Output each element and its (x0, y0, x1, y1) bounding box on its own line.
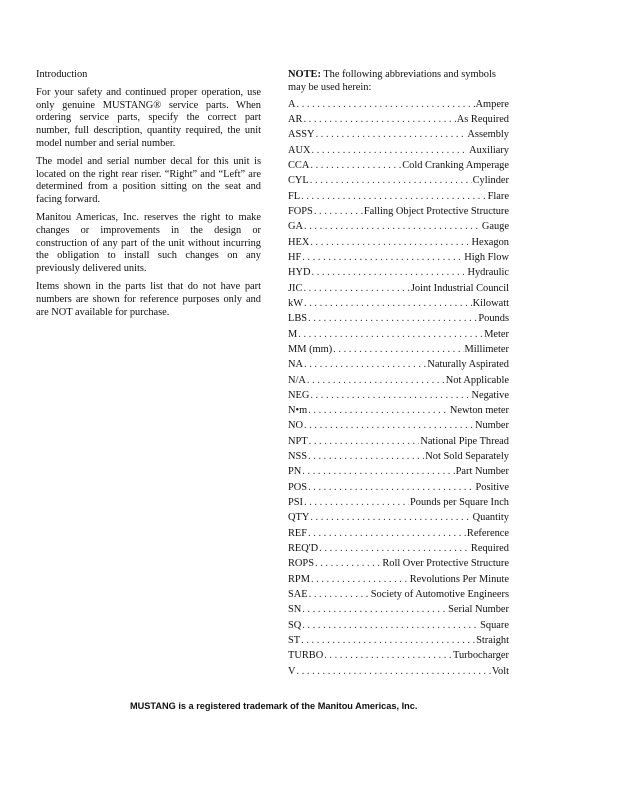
abbreviation-term: CYL (288, 175, 309, 187)
abbreviation-meaning: Volt (491, 665, 509, 677)
abbreviation-row (288, 541, 509, 556)
abbreviation-meaning: Assembly (467, 129, 509, 141)
abbreviation-meaning: Millimeter (464, 343, 509, 355)
dot-leader (308, 526, 466, 541)
abbreviation-term: N/A (288, 374, 306, 386)
abbreviation-meaning: Ampere (475, 98, 509, 110)
dot-leader (298, 327, 483, 342)
abbreviation-term: NO (288, 420, 304, 432)
dot-leader (304, 219, 481, 234)
abbreviation-meaning: Pounds (478, 313, 509, 325)
dot-leader (324, 648, 452, 663)
dot-leader (333, 342, 463, 357)
intro-paragraph-safety: For your safety and continued proper operation, use only genuine MUSTANG® service parts. When ordering service parts, specify the correct part number, full description, quantity required, the unit model number and serial number. (36, 86, 261, 149)
abbreviation-row (288, 327, 509, 342)
abbreviation-term: REF (288, 527, 308, 539)
abbreviation-term: NPT (288, 435, 308, 447)
abbreviation-row (288, 633, 509, 648)
abbreviation-meaning: Required (470, 543, 509, 555)
dot-leader (302, 250, 463, 265)
abbreviation-term: NSS (288, 451, 308, 463)
note-text: The following abbreviations and symbols may be used herein: (288, 69, 496, 93)
abbreviation-meaning: High Flow (464, 251, 509, 263)
abbreviation-row (288, 418, 509, 433)
abbreviation-meaning: Straight (476, 635, 509, 647)
abbreviation-row (288, 143, 509, 158)
dot-leader (308, 311, 477, 326)
abbreviation-row (288, 449, 509, 464)
abbreviation-row (288, 265, 509, 280)
abbreviation-term: SN (288, 604, 302, 616)
abbreviation-row (288, 572, 509, 587)
dot-leader (308, 449, 424, 464)
dot-leader (312, 265, 467, 280)
abbreviation-row (288, 296, 509, 311)
abbreviation-meaning: Gauge (481, 221, 509, 233)
abbreviation-meaning: Positive (475, 481, 509, 493)
abbreviation-meaning: Auxiliary (469, 144, 509, 156)
abbreviation-term: NA (288, 359, 304, 371)
dot-leader (302, 602, 447, 617)
abbreviation-row (288, 158, 509, 173)
abbreviation-row (288, 112, 509, 127)
dot-leader (310, 173, 472, 188)
dot-leader (310, 235, 470, 250)
dot-leader (301, 633, 475, 648)
dot-leader (309, 587, 370, 602)
abbreviation-term: ST (288, 635, 301, 647)
abbreviation-meaning: Falling Object Protective Structure (363, 205, 509, 217)
abbreviation-term: A (288, 98, 296, 110)
abbreviation-meaning: Joint Industrial Council (410, 282, 509, 294)
intro-paragraph-serial-decal: The model and serial number decal for this unit is located on the right rear riser. “Right” and “Left” are determined from a position sitting on the seat and facing forward. (36, 155, 261, 206)
abbreviation-term: FOPS (288, 205, 313, 217)
abbreviation-meaning: Part Number (455, 466, 509, 478)
abbreviation-meaning: Flare (487, 190, 509, 202)
dot-leader (308, 403, 449, 418)
abbreviation-term: NEG (288, 389, 310, 401)
abbreviation-term: PN (288, 466, 302, 478)
abbreviation-term: ROPS (288, 558, 314, 570)
intro-paragraph-design-changes: Manitou Americas, Inc. reserves the right to make changes or improvements in the design or construction of any part of the unit without incurring the obligation to install such changes on any previously delivered units. (36, 211, 261, 275)
abbreviation-row (288, 526, 509, 541)
abbreviation-term: REQ'D (288, 543, 319, 555)
abbreviation-row (288, 250, 509, 265)
abbreviation-term: LBS (288, 313, 308, 325)
abbreviation-meaning: Quantity (472, 512, 509, 524)
dot-leader (304, 418, 474, 433)
dot-leader (304, 495, 409, 510)
abbreviation-row (288, 664, 509, 679)
abbreviation-meaning: Cylinder (472, 175, 509, 187)
abbreviation-meaning: Number (474, 420, 509, 432)
abbreviation-term: PSI (288, 497, 304, 509)
abbreviation-row (288, 373, 509, 388)
trademark-notice: MUSTANG is a registered trademark of the Manitou Americas, Inc. (130, 701, 418, 711)
abbreviation-term: V (288, 665, 296, 677)
abbreviation-meaning: Roll Over Protective Structure (382, 558, 509, 570)
abbreviation-row (288, 219, 509, 234)
dot-leader (315, 556, 381, 571)
abbreviation-term: POS (288, 481, 308, 493)
abbreviation-row (288, 403, 509, 418)
abbreviation-meaning: Pounds per Square Inch (410, 497, 509, 509)
abbreviation-row (288, 464, 509, 479)
trademark-footer (0, 701, 619, 711)
abbreviation-row (288, 556, 509, 571)
abbreviation-meaning: Newton meter (449, 405, 509, 417)
dot-leader (302, 618, 479, 633)
abbreviation-meaning: Naturally Aspirated (427, 359, 509, 371)
dot-leader (304, 357, 426, 372)
abbreviation-row (288, 618, 509, 633)
abbreviation-term: N•m (288, 405, 308, 417)
abbreviation-term: kW (288, 297, 304, 309)
abbreviation-row (288, 127, 509, 142)
abbreviation-term: SAE (288, 589, 308, 601)
abbreviation-term: SQ (288, 619, 302, 631)
abbreviation-term: M (288, 328, 298, 340)
dot-leader (310, 388, 470, 403)
abbreviation-row (288, 388, 509, 403)
abbreviation-row (288, 602, 509, 617)
intro-paragraph-reference-items: Items shown in the parts list that do not have part numbers are shown for reference purposes only and are NOT available for purchase. (36, 280, 261, 318)
dot-leader (311, 572, 409, 587)
abbreviation-meaning: As Required (456, 113, 509, 125)
abbreviation-row (288, 97, 509, 112)
abbreviation-meaning: Serial Number (448, 604, 509, 616)
abbreviation-term: AUX (288, 144, 311, 156)
abbreviation-row (288, 510, 509, 525)
abbreviation-term: GA (288, 221, 304, 233)
abbreviation-meaning: Not Sold Separately (425, 451, 509, 463)
abbreviation-row (288, 189, 509, 204)
abbreviation-term: FL (288, 190, 301, 202)
dot-leader (309, 434, 420, 449)
abbreviation-term: AR (288, 113, 303, 125)
abbreviation-row (288, 434, 509, 449)
dot-leader (301, 189, 487, 204)
abbreviations-note (288, 69, 509, 95)
abbreviation-meaning: Hydraulic (467, 267, 509, 279)
dot-leader (308, 480, 474, 495)
abbreviation-meaning: Meter (484, 328, 509, 340)
abbreviation-row (288, 342, 509, 357)
abbreviation-row (288, 648, 509, 663)
abbreviations-list (288, 97, 509, 679)
abbreviation-term: CCA (288, 159, 310, 171)
abbreviation-meaning: Society of Automotive Engineers (370, 589, 509, 601)
abbreviation-meaning: Revolutions Per Minute (409, 573, 509, 585)
abbreviation-term: MM (mm) (288, 343, 333, 355)
abbreviation-term: HEX (288, 236, 310, 248)
abbreviation-row (288, 173, 509, 188)
abbreviations-section (288, 69, 509, 679)
introduction-heading: Introduction (36, 69, 88, 80)
dot-leader (310, 510, 471, 525)
abbreviation-term: HYD (288, 267, 311, 279)
dot-leader (314, 204, 363, 219)
dot-leader (297, 664, 491, 679)
abbreviation-row (288, 235, 509, 250)
dot-leader (303, 281, 409, 296)
abbreviation-row (288, 311, 509, 326)
abbreviation-term: HF (288, 251, 302, 263)
abbreviation-term: JIC (288, 282, 303, 294)
abbreviation-term: QTY (288, 512, 310, 524)
introduction-section (36, 69, 261, 324)
dot-leader (316, 127, 467, 142)
dot-leader (307, 373, 445, 388)
abbreviation-meaning: Kilowatt (472, 297, 509, 309)
abbreviation-row (288, 495, 509, 510)
abbreviation-meaning: Not Applicable (445, 374, 509, 386)
abbreviation-row (288, 281, 509, 296)
note-label: NOTE: (288, 69, 321, 80)
abbreviation-row (288, 587, 509, 602)
abbreviation-row (288, 480, 509, 495)
abbreviation-meaning: Hexagon (471, 236, 509, 248)
abbreviation-term: RPM (288, 573, 310, 585)
abbreviation-meaning: Cold Cranking Amperage (402, 159, 509, 171)
dot-leader (304, 296, 472, 311)
dot-leader (310, 158, 401, 173)
abbreviation-meaning: Square (480, 619, 509, 631)
dot-leader (302, 464, 454, 479)
abbreviation-meaning: National Pipe Thread (420, 435, 509, 447)
dot-leader (312, 143, 469, 158)
abbreviation-term: ASSY (288, 129, 315, 141)
abbreviation-meaning: Negative (471, 389, 509, 401)
dot-leader (319, 541, 470, 556)
abbreviation-meaning: Reference (466, 527, 509, 539)
dot-leader (303, 112, 455, 127)
abbreviation-row (288, 204, 509, 219)
abbreviation-meaning: Turbocharger (453, 650, 509, 662)
dot-leader (297, 97, 475, 112)
abbreviation-term: TURBO (288, 650, 324, 662)
abbreviation-row (288, 357, 509, 372)
